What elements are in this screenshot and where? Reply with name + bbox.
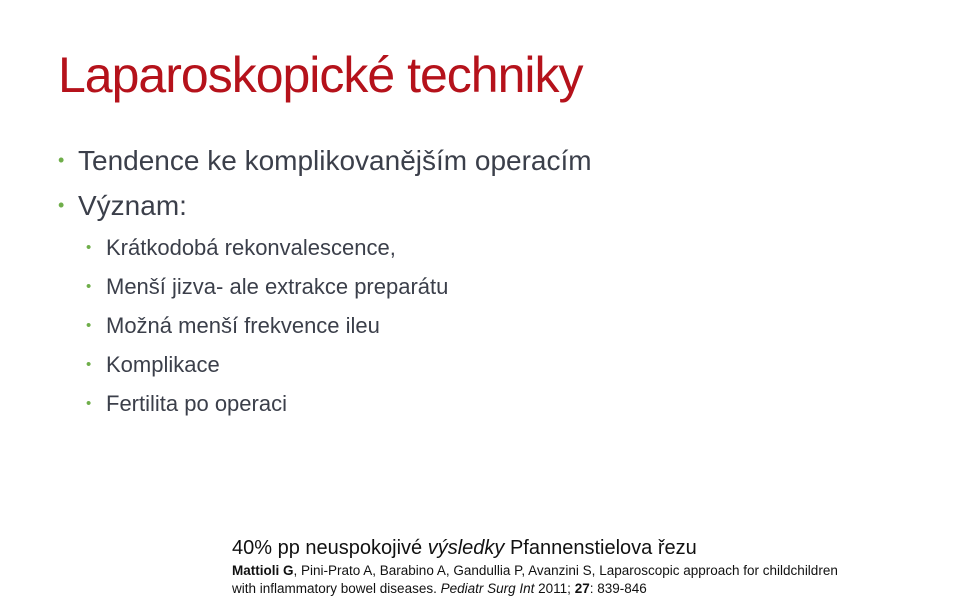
sub-bullet-text: Fertilita po operaci [106,391,287,416]
reference-line-1 [232,562,838,580]
bullet-dot-icon: • [86,278,92,295]
sub-bullet-text: Menší jizva- ale extrakce preparátu [106,274,449,299]
bullet-item [58,183,592,228]
sub-bullet-text: Krátkodobá rekonvalescence, [106,235,396,260]
bullet-dot-icon: • [86,317,92,334]
reference-line-2 [232,580,838,598]
reference-pages: : 839-846 [589,581,647,596]
reference-title-end: with inflammatory bowel diseases. [232,581,441,596]
bullet-dot-icon: • [86,239,92,256]
reference-authors: , Pini-Prato A, Barabino A, Gandullia P, Avanzini S, Laparoscopic approach for childchildren [293,563,838,578]
reference-volume: 27 [574,581,590,596]
sub-bullet-item [58,345,592,384]
sub-bullet-item [58,228,592,267]
bullet-list [58,138,592,423]
reference-year: 2011; [534,581,575,596]
reference-journal: Pediatr Surg Int [440,581,535,596]
note-text-italic: výsledky [427,537,505,559]
bullet-dot-icon: • [58,195,65,215]
note-text-post: Pfannenstielova řezu [504,537,697,559]
slide-title: Laparoskopické techniky [58,47,583,103]
outcome-note [232,534,838,562]
citation-block [232,534,838,598]
bullet-dot-icon: • [86,395,92,412]
reference-first-author: Mattioli G [232,563,294,578]
sub-bullet-item [58,306,592,345]
bullet-text: Význam: [78,190,187,221]
sub-bullet-item [58,267,592,306]
note-text-pre: 40% pp neuspokojivé [232,537,428,559]
bullet-dot-icon: • [86,356,92,373]
sub-bullet-item [58,384,592,423]
bullet-text: Tendence ke komplikovanějším operacím [78,145,592,176]
sub-bullet-text: Možná menší frekvence ileu [106,313,380,338]
sub-bullet-text: Komplikace [106,352,220,377]
bullet-item [58,138,592,183]
bullet-dot-icon: • [58,150,65,170]
